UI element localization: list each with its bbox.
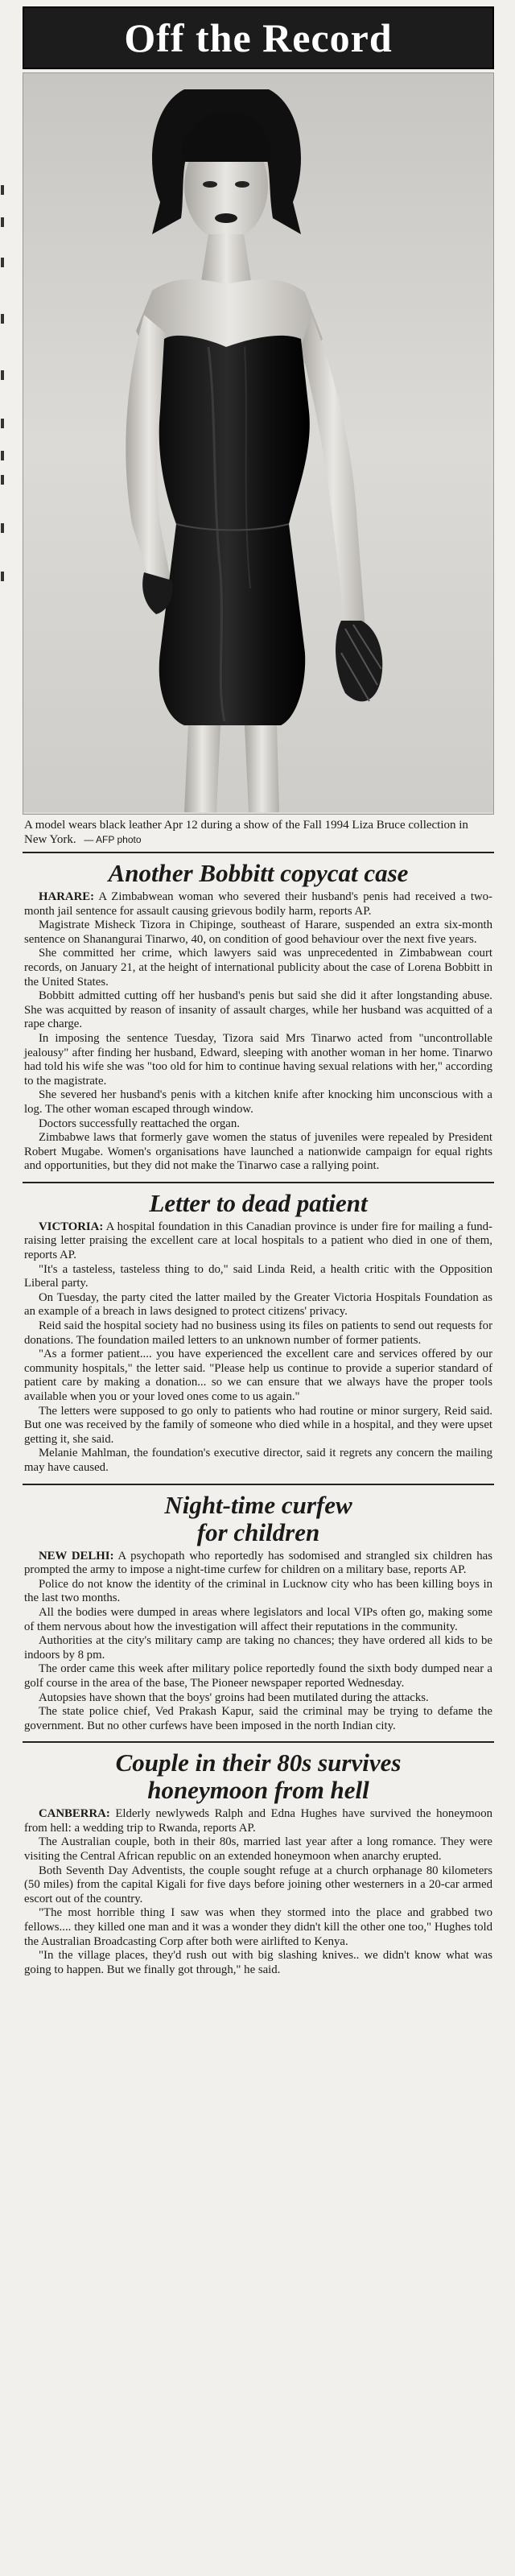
paragraph-text: A Zimbabwean woman who severed their husband's penis had received a two-month jail sentence for assault causing grievous bodily harm, reports AP. [24, 890, 492, 918]
story-honeymoon [23, 1749, 494, 1980]
story-paragraph: Bobbitt admitted cutting off her husband's penis but said she did it after longstanding abuse. She was acquitted by reason of insanity of assault charges, while her husband was acquitted of a rape charge. [24, 989, 492, 1031]
model-illustration [23, 73, 493, 812]
dateline: NEW DELHI: [39, 1549, 114, 1563]
headline-line: for children [196, 1517, 320, 1546]
story-paragraph: The Australian couple, both in their 80s, married last year after a long romance. They were visiting the Central African republic on an extended honeymoon when anarchy erupted. [24, 1835, 492, 1864]
paragraph-text: A hospital foundation in this Canadian province is under fire for mailing a fund-raising letter praising the excellent care at local hospitals to a patient who died in one of them, reports AP. [24, 1220, 492, 1262]
story-paragraph: Magistrate Misheck Tizora in Chipinge, southeast of Harare, suspended an extra six-month sentence on Shanangurai Tinarwo, 40, on condition of good behaviour over the next five years. [24, 919, 492, 946]
headline-line: Night-time curfew [164, 1490, 352, 1519]
news-column [23, 6, 494, 1980]
story-paragraph [24, 890, 492, 919]
story-paragraph: Police do not know the identity of the criminal in Lucknow city who has been killing boys in the last two months. [24, 1577, 492, 1605]
story-paragraph: She severed her husband's penis with a kitchen knife after knocking him unconscious with a log. The other woman escaped through window. [24, 1088, 492, 1116]
story-paragraph: All the bodies were dumped in areas where legislators and local VIPs often go, making some of them nervous about how the investigation will affect their reputations in the community. [24, 1605, 492, 1633]
page-title: Off the Record [23, 6, 494, 69]
story-paragraph: She committed her crime, which lawyers said was unprecedented in Zimbabwean court records, on January 21, at the height of international publicity about the case of Lorena Bobbitt in the United States. [24, 947, 492, 989]
paragraph-text: A psychopath who reportedly has sodomised and strangled six children has prompted the army to impose a night-time curfew for children on a military base, reports AP. [24, 1549, 493, 1577]
headline-curfew [24, 1492, 492, 1546]
story-paragraph: Autopsies have shown that the boys' groins had been mutilated during the attacks. [39, 1690, 429, 1704]
story-paragraph [24, 1550, 492, 1578]
story-paragraph: In imposing the sentence Tuesday, Tizora said Mrs Tinarwo acted from "uncontrollable jealousy" after finding her husband, Edward, sleeping with another woman in her home. Tinarwo had told his wife she was "too old for him to continue having sexual relations with her," according to the magistrate. [24, 1031, 492, 1088]
photo-credit: — AFP photo [84, 834, 142, 845]
story-paragraph: "In the village places, they'd rush out with big slashing knives.. we didn't know what was going to happen. But we finally got through," he said. [24, 1949, 492, 1976]
story-paragraph: Melanie Mahlman, the foundation's executive director, said it regrets any concern the mailing may have caused. [24, 1447, 492, 1474]
headline-dead-patient: Letter to dead patient [149, 1188, 368, 1217]
edge-marks [0, 185, 6, 749]
photo-caption [23, 815, 494, 853]
headline-line: honeymoon from hell [147, 1776, 369, 1805]
dateline: VICTORIA: [39, 1220, 104, 1233]
dateline: CANBERRA: [39, 1807, 110, 1821]
story-bobbitt [23, 860, 494, 1177]
headline-honeymoon [24, 1749, 492, 1804]
story-paragraph [24, 1807, 492, 1835]
story-paragraph: The state police chief, Ved Prakash Kapur, said the criminal may be trying to defame the government. But no other curfews have been imposed in the north Indian city. [24, 1705, 492, 1732]
story-paragraph: On Tuesday, the party cited the latter mailed by the Greater Victoria Hospitals Foundation as an example of a breach in laws designed to protect citizens' privacy. [24, 1290, 492, 1319]
story-paragraph [24, 1220, 492, 1263]
caption-text: A model wears black leather Apr 12 during a show of the Fall 1994 Liza Bruce collection in New York. [24, 819, 468, 846]
story-dead-patient [23, 1190, 494, 1479]
story-curfew [23, 1492, 494, 1737]
paragraph-text: Elderly newlyweds Ralph and Edna Hughes have survived the honeymoon from hell: a wedding trip to Rwanda, reports AP. [24, 1807, 492, 1835]
headline-line: Couple in their 80s survives [115, 1748, 402, 1777]
story-paragraph: Reid said the hospital society had no business using its files on patients to send out requests for donations. The foundation mailed letters to an unknown number of former patients. [24, 1319, 492, 1347]
story-divider [23, 1741, 494, 1743]
headline-bobbitt: Another Bobbitt copycat case [108, 859, 409, 887]
story-paragraph: "The most horrible thing I saw was when they stormed into the place and grabbed two fellows.... they killed one man and it was a wonder they didn't kill the other one too," Hughes told the Australian Broadcasting Corp after both were airlifted to Kenya. [24, 1906, 492, 1948]
story-divider [23, 1484, 494, 1485]
story-paragraph: Doctors successfully reattached the organ. [39, 1117, 240, 1130]
story-paragraph: Both Seventh Day Adventists, the couple sought refuge at a church orphanage 80 kilometers (50 miles) from the capital Kigali for five days before joining other westerners in a 20-car armed escort out of the country. [24, 1864, 492, 1905]
fashion-photo [23, 72, 494, 815]
story-paragraph: Authorities at the city's military camp are taking no chances; they have ordered all kids to be indoors by 8 pm. [24, 1634, 492, 1662]
story-divider [23, 1182, 494, 1183]
story-paragraph: The letters were supposed to go only to patients who had routine or minor surgery, Reid said. But one was received by the family of someone who died while in a hospital, and they were upset getting it, she said. [24, 1404, 492, 1446]
dateline: HARARE: [39, 890, 95, 903]
story-paragraph: "It's a tasteless, tasteless thing to do," said Linda Reid, a health critic with the Opposition Liberal party. [24, 1262, 492, 1290]
story-paragraph: "As a former patient.... you have experienced the excellent care and services offered by our community hospitals," the letter said. "Please help us continue to provide a superior standard of patient care by making a donation... so we can ensure that we always have the proper tools available when you or your loved ones come to us again." [24, 1348, 492, 1403]
story-paragraph: The order came this week after military police reportedly found the sixth body dumped near a golf course in the area of the base, The Pioneer newspaper reported Wednesday. [24, 1662, 492, 1690]
story-paragraph: Zimbabwe laws that formerly gave women the status of juveniles were repealed by President Robert Mugabe. Women's organisations have launched a nationwide campaign for equal rights and opportunities, but they did not make the Tinarwo case a rallying point. [24, 1131, 492, 1173]
